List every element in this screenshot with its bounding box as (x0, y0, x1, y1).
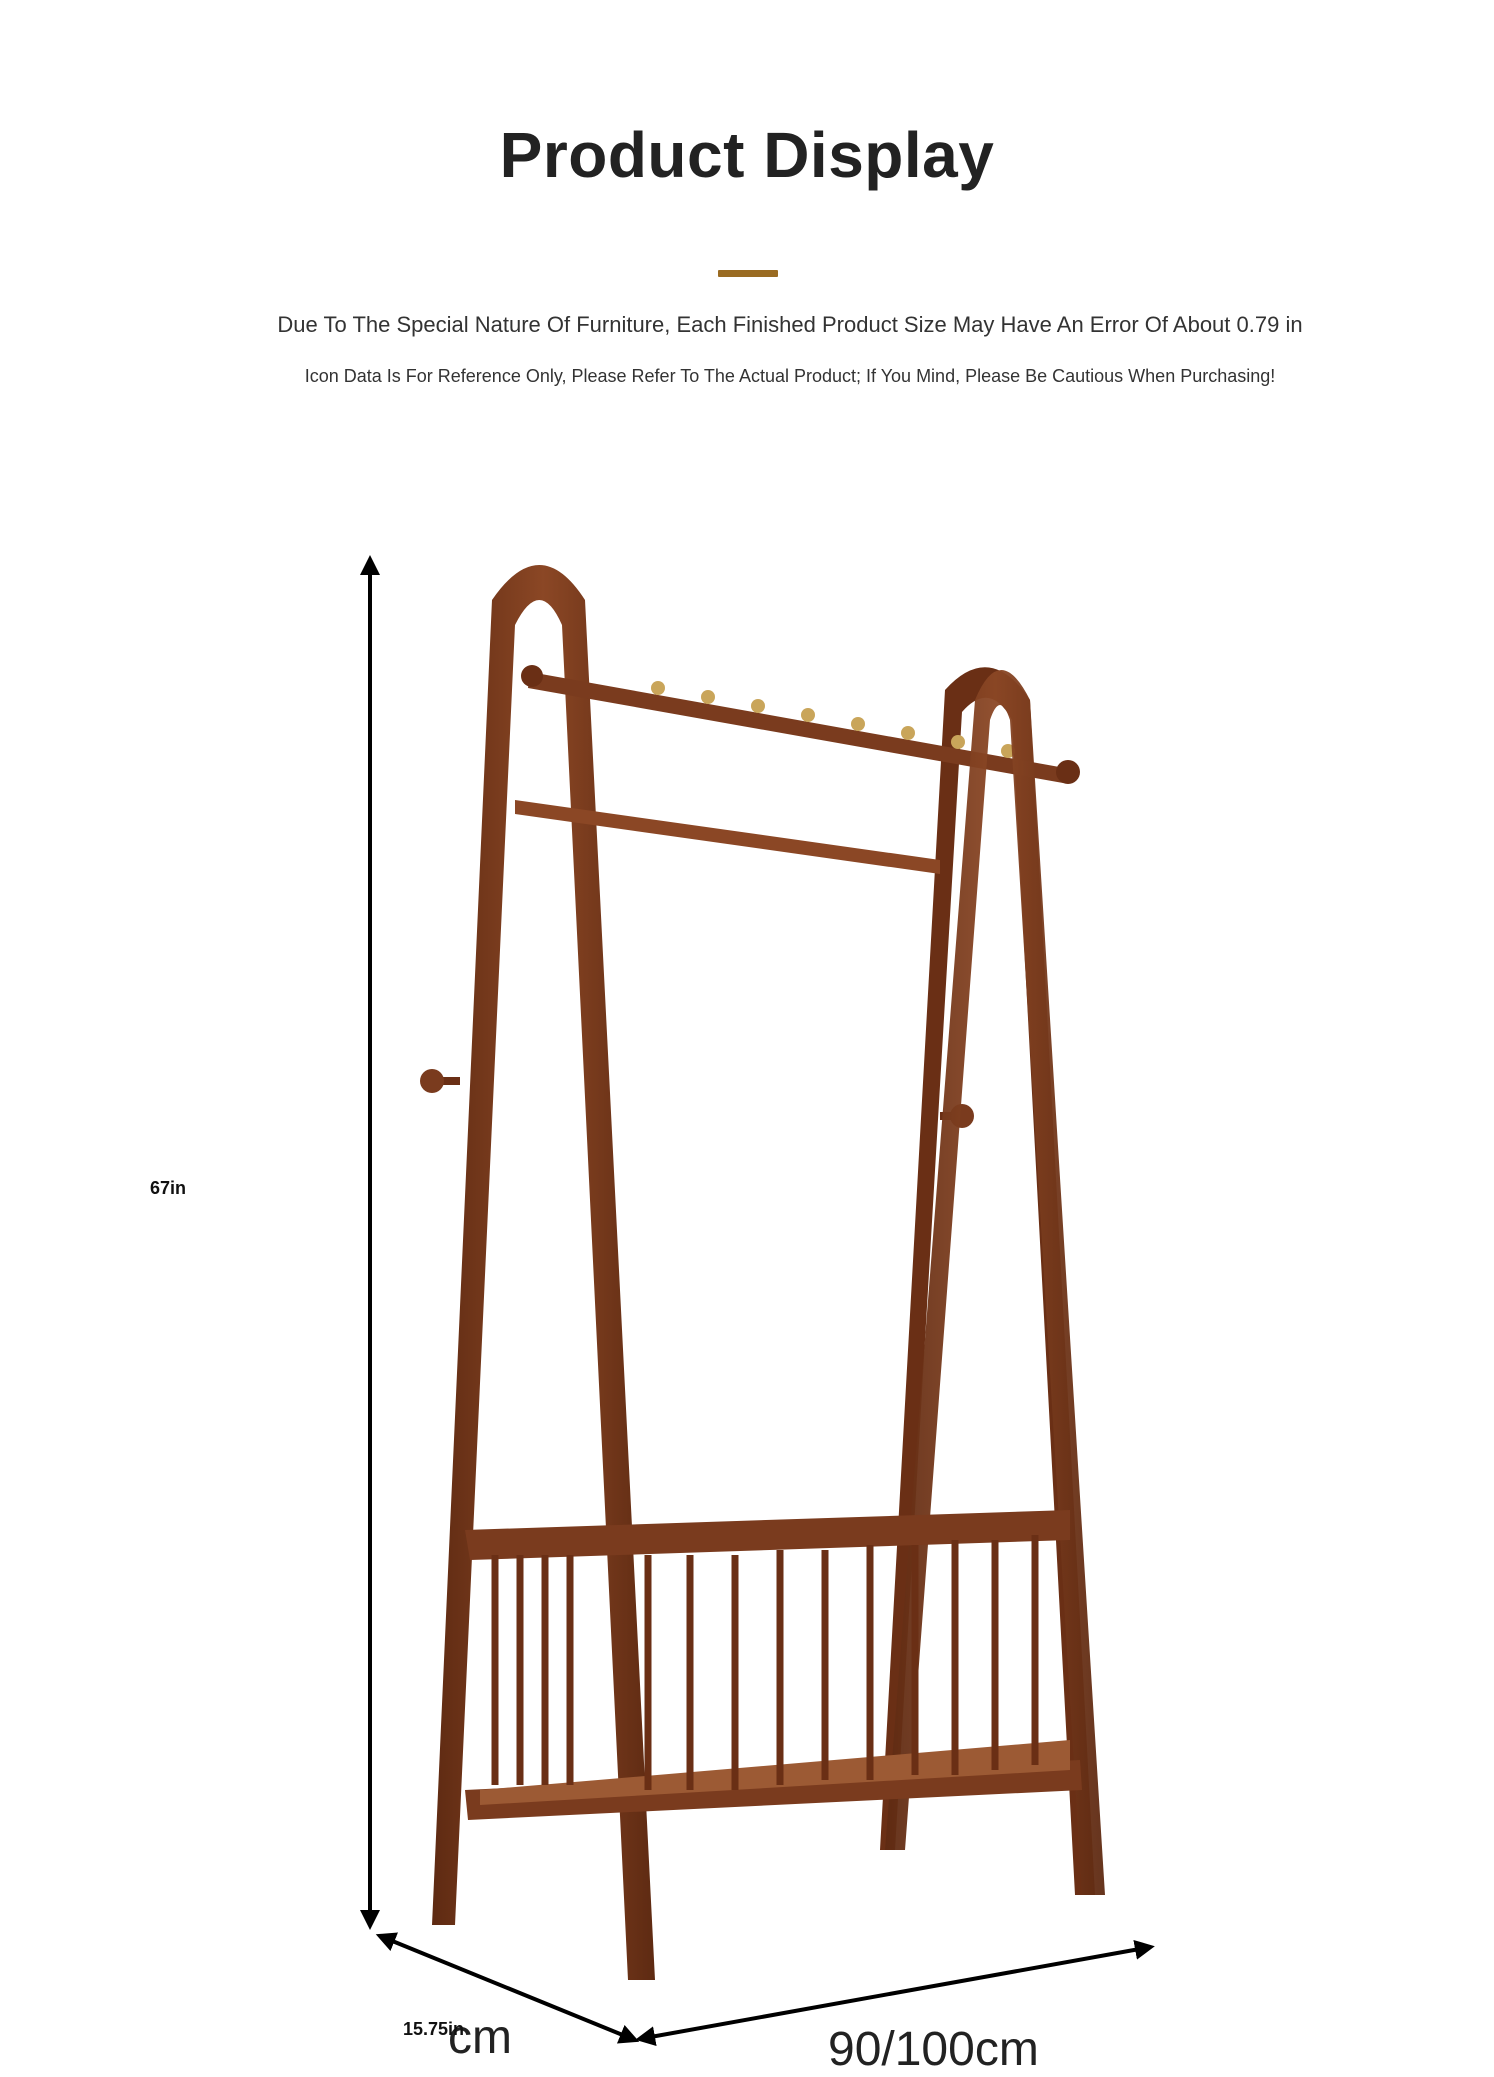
side-pegs (420, 1069, 974, 1128)
size-error-note: Due To The Special Nature Of Furniture, Each Finished Product Size May Have An Error Of About 0.79 in (277, 312, 1303, 337)
depth-label: 15.75in (403, 2019, 465, 2039)
reference-note: Icon Data Is For Reference Only, Please Refer To The Actual Product; If You Mind, Please Be Cautious When Purchasing! (304, 366, 1276, 386)
height-label: 67in (150, 1178, 187, 1198)
lower-basket (465, 1510, 1082, 1820)
page-title: Product Display (499, 119, 995, 191)
width-cm-label: 90/100cm (828, 2023, 1039, 2076)
depth-cm-label: cm (448, 2011, 512, 2064)
